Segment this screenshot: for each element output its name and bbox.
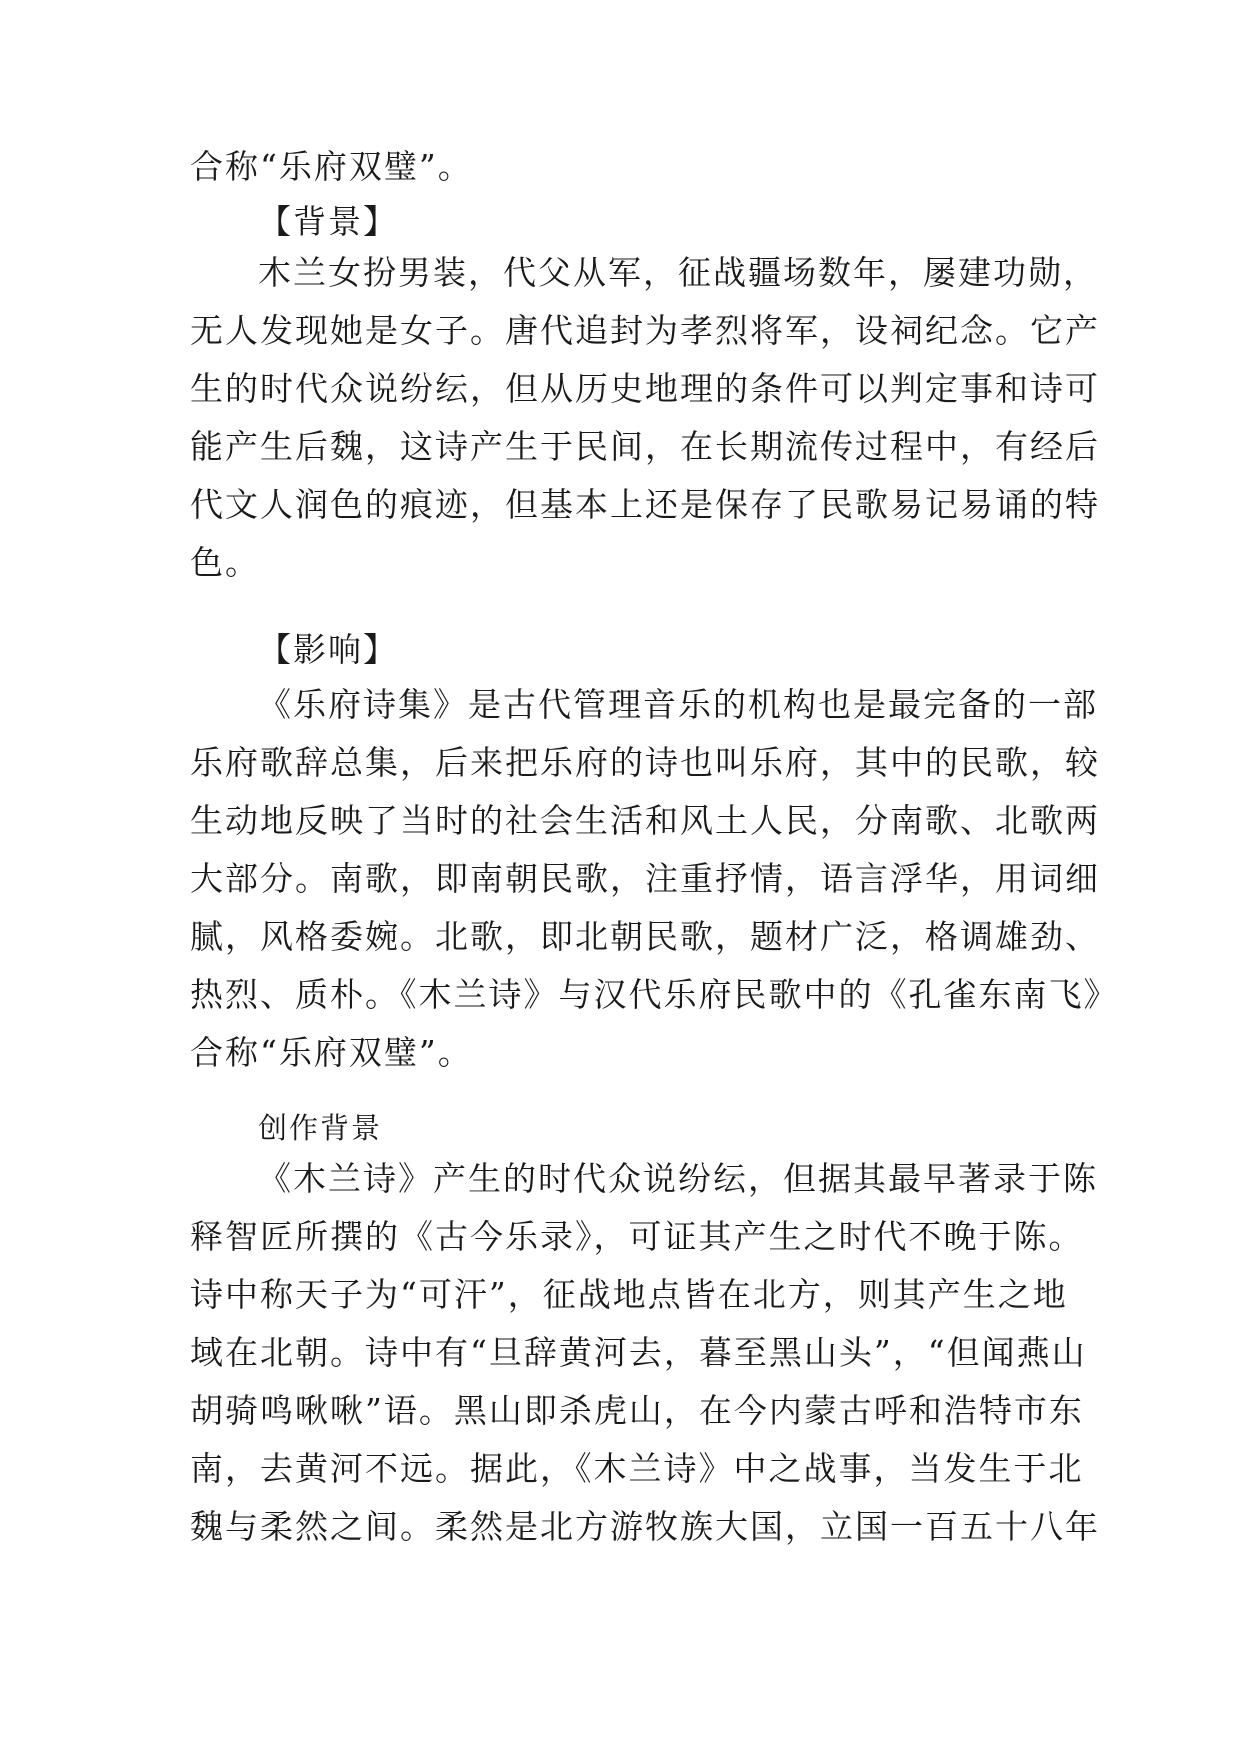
text-line: 代文人润色的痕迹，但基本上还是保存了民歌易记易诵的特 xyxy=(190,485,1100,524)
text-line: 腻，风格委婉。北歌，即北朝民歌，题材广泛，格调雄劲、 xyxy=(190,917,1100,956)
text-line: 色。 xyxy=(190,543,260,582)
text-line: 魏与柔然之间。柔然是北方游牧族大国，立国一百五十八年 xyxy=(190,1507,1100,1546)
text-line: 南，去黄河不远。据此，《木兰诗》中之战事，当发生于北 xyxy=(190,1449,1084,1488)
background-paragraph xyxy=(190,244,1100,592)
influence-paragraph xyxy=(190,676,1119,1082)
text-line: 胡骑鸣啾啾”语。黑山即杀虎山，在今内蒙古呼和浩特市东 xyxy=(190,1391,1084,1430)
creation-paragraph xyxy=(190,1150,1100,1556)
text-line: 合称“乐府双璧”。 xyxy=(190,1033,473,1072)
text-line: 无人发现她是女子。唐代追封为孝烈将军，设祠纪念。它产 xyxy=(190,311,1100,350)
text-line: 诗中称天子为“可汗”，征战地点皆在北方，则其产生之地 xyxy=(190,1275,1068,1314)
text-line: 域在北朝。诗中有“旦辞黄河去，暮至黑山头”，“但闻燕山 xyxy=(190,1333,1087,1372)
text-line: 木兰女扮男装，代父从军，征战疆场数年，屡建功勋， xyxy=(258,253,1098,292)
carry-over-line xyxy=(190,138,1080,196)
section-heading-background: 【背景】 xyxy=(258,202,398,241)
text-line: 生动地反映了当时的社会生活和风土人民，分南歌、北歌两 xyxy=(190,801,1100,840)
text-line: 生的时代众说纷纭，但从历史地理的条件可以判定事和诗可 xyxy=(190,369,1100,408)
text-line: 《乐府诗集》是古代管理音乐的机构也是最完备的一部 xyxy=(258,685,1098,724)
text-line: 释智匠所撰的《古今乐录》，可证其产生之时代不晚于陈。 xyxy=(190,1217,1084,1256)
text-line: 合称“乐府双璧”。 xyxy=(190,147,473,186)
text-line: 热烈、质朴。《木兰诗》与汉代乐府民歌中的《孔雀东南飞》 xyxy=(190,975,1119,1014)
section-heading-influence: 【影响】 xyxy=(258,630,398,669)
section-heading-creation: 创作背景 xyxy=(258,1111,383,1145)
text-line: 能产生后魏，这诗产生于民间，在长期流传过程中，有经后 xyxy=(190,427,1100,466)
text-line: 乐府歌辞总集，后来把乐府的诗也叫乐府，其中的民歌，较 xyxy=(190,743,1100,782)
text-line: 大部分。南歌，即南朝民歌，注重抒情，语言浮华，用词细 xyxy=(190,859,1100,898)
text-line: 《木兰诗》产生的时代众说纷纭，但据其最早著录于陈 xyxy=(258,1159,1098,1198)
